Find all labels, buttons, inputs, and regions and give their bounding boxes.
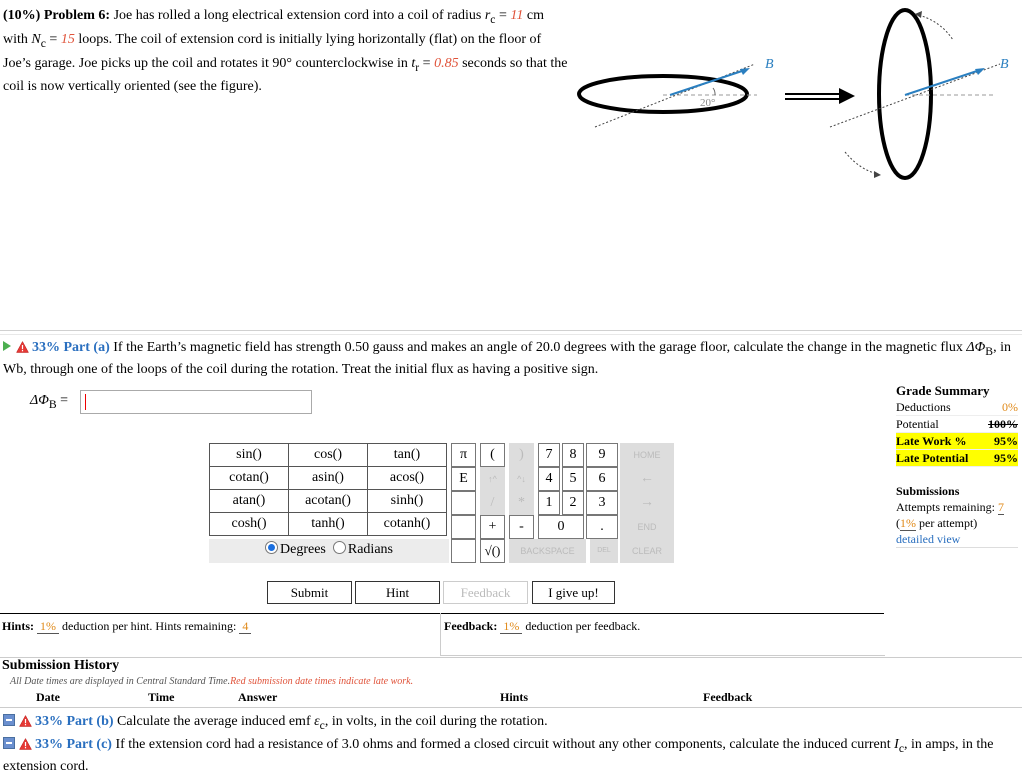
key-1[interactable]: 1 bbox=[538, 491, 560, 515]
key-5[interactable]: 5 bbox=[562, 467, 584, 491]
b-label-left: B bbox=[765, 57, 774, 72]
b-label-right: B bbox=[1000, 57, 1009, 72]
angle-label: 20° bbox=[700, 97, 716, 109]
key-2[interactable]: 2 bbox=[562, 491, 584, 515]
part-a-header: 33% Part (a) If the Earth’s magnetic field has strength 0.50 gauss and makes an angle of 20.0 degrees with the garage floor, calculate the change in the magnetic flux $\Delta\Phi_B$, in Wb, through one of the loops of the coil during the rotation. Treat the initial flux as having a positive sign. bbox=[3, 340, 1011, 377]
home-button[interactable]: HOME bbox=[620, 443, 674, 467]
collapse-icon[interactable] bbox=[3, 737, 15, 749]
exponent-button[interactable]: E bbox=[451, 467, 476, 491]
collapse-icon[interactable] bbox=[3, 714, 15, 726]
late-potential-row: Late Potential 95% bbox=[896, 451, 1018, 465]
function-keypad bbox=[209, 443, 447, 536]
part-b-header: 33% Part (b) Calculate the average induced emf $\varepsilon_c$, in volts, in the coil during the rotation. bbox=[3, 713, 1022, 735]
key-4[interactable]: 4 bbox=[538, 467, 560, 491]
left-paren-button[interactable]: ( bbox=[480, 443, 505, 467]
submission-history-title: Submission History bbox=[2, 658, 120, 673]
cursor-right-button[interactable]: → bbox=[620, 491, 674, 515]
part-a-title[interactable]: 33% Part (a) bbox=[32, 340, 110, 355]
expand-triangle-icon[interactable] bbox=[3, 341, 11, 351]
backspace-button[interactable]: BACKSPACE bbox=[509, 539, 586, 563]
divider bbox=[0, 334, 1022, 335]
divider bbox=[0, 330, 1022, 331]
coil-figure bbox=[575, 2, 1022, 187]
multiply-button[interactable]: * bbox=[509, 491, 534, 515]
key-3[interactable]: 3 bbox=[586, 491, 618, 515]
per-attempt: (1% per attempt) bbox=[896, 516, 978, 530]
pi-button[interactable]: π bbox=[451, 443, 476, 467]
tanh-button[interactable]: tanh() bbox=[289, 513, 368, 536]
sin-button[interactable]: sin() bbox=[210, 444, 289, 467]
key-9[interactable]: 9 bbox=[586, 443, 618, 467]
cos-button[interactable]: cos() bbox=[289, 444, 368, 467]
detailed-view-link[interactable]: detailed view bbox=[896, 531, 1018, 548]
end-button[interactable]: END bbox=[620, 515, 674, 539]
warning-icon bbox=[19, 715, 32, 727]
divider bbox=[0, 707, 1022, 708]
part-c-title[interactable]: 33% Part (c) bbox=[35, 737, 112, 752]
late-work-row: Late Work % 95% bbox=[896, 434, 1018, 448]
cosh-button[interactable]: cosh() bbox=[210, 513, 289, 536]
acos-button[interactable]: acos() bbox=[368, 467, 447, 490]
warning-icon bbox=[19, 738, 32, 750]
cotan-button[interactable]: cotan() bbox=[210, 467, 289, 490]
col-feedback: Feedback bbox=[703, 690, 753, 704]
submit-button[interactable]: Submit bbox=[267, 581, 352, 604]
radians-radio[interactable] bbox=[333, 541, 346, 554]
tan-button[interactable]: tan() bbox=[368, 444, 447, 467]
text-cursor bbox=[85, 394, 86, 410]
radius-value: 11 bbox=[510, 8, 524, 23]
superscript-up-button[interactable]: ↑^ bbox=[480, 467, 505, 491]
plus-button[interactable]: + bbox=[480, 515, 505, 539]
problem-header: (10%) Problem 6: bbox=[3, 8, 111, 23]
horizontal-coil bbox=[579, 76, 747, 112]
warning-icon bbox=[16, 341, 29, 353]
attempts-remaining: Attempts remaining: 7 bbox=[896, 500, 1004, 514]
keypad-blank bbox=[451, 491, 476, 515]
hints-info: Hints: 1% deduction per hint. Hints remaining: 4 bbox=[2, 619, 251, 634]
key-6[interactable]: 6 bbox=[586, 467, 618, 491]
problem-statement: (10%) Problem 6: Joe has rolled a long electrical extension cord into a coil of radius $r_c = 11$ cm with $N_c = 15$ loops. The coil of extension cord is initially lying horizontally (flat) on the floor of Joe’s garage. Joe picks up the coil and rotates it 90° counterclockwise in $t_r = 0.85$ seconds so that the coil is now vertically oriented (see the figure). bbox=[3, 8, 568, 95]
cotanh-button[interactable]: cotanh() bbox=[368, 513, 447, 536]
sinh-button[interactable]: sinh() bbox=[368, 490, 447, 513]
col-answer: Answer bbox=[238, 690, 278, 704]
asin-button[interactable]: asin() bbox=[289, 467, 368, 490]
potential-row: Potential 100% bbox=[896, 417, 1018, 431]
b-field-arrow-right bbox=[905, 70, 980, 95]
key-0[interactable]: 0 bbox=[538, 515, 584, 539]
answer-label: $\Delta\Phi_B$ = bbox=[30, 393, 69, 411]
divider bbox=[0, 657, 1022, 658]
acotan-button[interactable]: acotan() bbox=[289, 490, 368, 513]
cursor-left-button[interactable]: ← bbox=[620, 467, 674, 491]
col-date: Date bbox=[36, 690, 60, 704]
degrees-radio[interactable] bbox=[265, 541, 278, 554]
delete-button[interactable]: DEL bbox=[590, 539, 618, 563]
feedback-button[interactable]: Feedback bbox=[443, 581, 528, 604]
answer-input[interactable] bbox=[80, 390, 312, 414]
key-7[interactable]: 7 bbox=[538, 443, 560, 467]
time-value: 0.85 bbox=[434, 55, 459, 71]
deductions-row: Deductions 0% bbox=[896, 400, 1018, 414]
sqrt-button[interactable]: √() bbox=[480, 539, 505, 563]
keypad-blank bbox=[451, 515, 476, 539]
transition-arrow bbox=[839, 88, 855, 104]
decimal-button[interactable]: . bbox=[586, 515, 618, 539]
grade-summary bbox=[896, 383, 1018, 548]
key-8[interactable]: 8 bbox=[562, 443, 584, 467]
superscript-down-button[interactable]: ^↓ bbox=[509, 467, 534, 491]
hint-button[interactable]: Hint bbox=[355, 581, 440, 604]
divide-button[interactable]: / bbox=[480, 491, 505, 515]
col-time: Time bbox=[148, 690, 175, 704]
loops-value: 15 bbox=[60, 31, 75, 47]
angle-mode-group: Degrees Radians bbox=[209, 539, 449, 563]
grade-summary-title: Grade Summary bbox=[896, 383, 990, 398]
feedback-info: Feedback: 1% deduction per feedback. bbox=[444, 619, 641, 633]
submissions-title: Submissions bbox=[896, 484, 960, 498]
clear-button[interactable]: CLEAR bbox=[620, 539, 674, 563]
give-up-button[interactable]: I give up! bbox=[532, 581, 615, 604]
part-b-title[interactable]: 33% Part (b) bbox=[35, 714, 114, 729]
col-hints: Hints bbox=[500, 690, 529, 704]
minus-button[interactable]: - bbox=[509, 515, 534, 539]
atan-button[interactable]: atan() bbox=[210, 490, 289, 513]
keypad-blank bbox=[451, 539, 476, 563]
submission-history-note: All Date times are displayed in Central Standard Time.Red submission date times indicate late work. bbox=[10, 676, 414, 687]
part-c-header: 33% Part (c) If the extension cord had a resistance of 3.0 ohms and formed a closed circuit without any other components, calculate the induced current $I_c$, in amps, in the extension cord. bbox=[3, 737, 994, 774]
right-paren-button[interactable]: ) bbox=[509, 443, 534, 467]
